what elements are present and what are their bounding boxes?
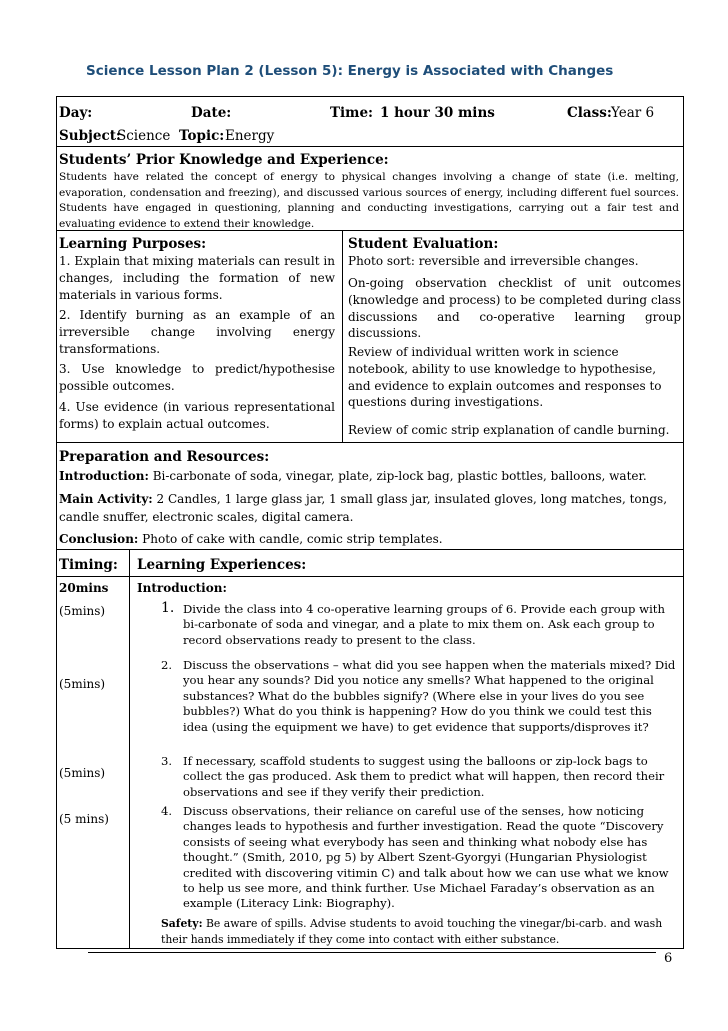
preparation-conclusion <box>59 531 679 548</box>
evaluation-item: Review of individual written work in science notebook, ability to use knowledge to hypothesise, and evidence to explain outcomes and responses to questions during investigations. <box>348 345 662 410</box>
safety-label: Safety: <box>161 917 203 930</box>
evaluation-item: On-going observation checklist of unit outcomes (knowledge and process) to be completed during class discussions and co-operative learning group discussions. <box>348 276 681 341</box>
step-number: 2. <box>161 658 173 672</box>
timing-entry: (5mins) <box>59 604 106 618</box>
time-value: 1 hour 30 mins <box>380 105 495 121</box>
step-text: If necessary, scaffold students to suggest using the balloons or zip-lock bags to collect the gas produced. Ask them to predict what will happen, then record their observations and see if they verify their prediction. <box>183 754 665 799</box>
step-text: Discuss observations, their reliance on careful use of the senses, how noticing changes leads to hypothesis and further investigation. Read the quote “Discovery consists of seeing what everybody has seen and thinking what nobody else has thought.” (Smith, 2010, pg 5) by Albert Szent-Gyorgyi (Hungarian Physiologist credited with discovering vitimin C) and talk about how we can use what we know to help us see more, and think further. Use Michael Faraday’s observation as an example (Literacy Link: Biography). <box>183 804 669 911</box>
subject-value: Science <box>117 128 171 144</box>
step-number: 4. <box>161 804 173 818</box>
step-text: Divide the class into 4 co-operative learning groups of 6. Provide each group with bi-carbonate of soda and vinegar, and a plate to mix them on. Ask each group to record observations ready to present to the class. <box>183 602 665 647</box>
learning-purposes-heading: Learning Purposes: <box>59 236 207 252</box>
preparation-introduction <box>59 468 679 485</box>
step-number: 1. <box>161 600 175 616</box>
topic-value: Energy <box>225 128 275 144</box>
day-label: Day: <box>59 105 93 121</box>
evaluation-item: Review of comic strip explanation of candle burning. <box>348 423 670 437</box>
topic-label: Topic: <box>179 128 225 144</box>
prior-knowledge-section <box>57 147 683 231</box>
subject-label: Subject: <box>59 128 121 144</box>
timing-entry: (5mins) <box>59 766 106 780</box>
step-text: Discuss the observations – what did you see happen when the materials mixed? Did you hear any sounds? Did you notice any smells? What happened to the original substances? What do the bubbles signify? (Where else in your lives do you see bubbles?) What do you think is happening? How do you think we could test this idea (using the equipment we have) to get evidence that supports/disproves it? <box>183 658 676 734</box>
learning-purpose-item: 4. Use evidence (in various representational forms) to explain actual outcomes. <box>59 400 335 431</box>
timing-entry: (5mins) <box>59 677 106 691</box>
total-time: 20mins <box>59 581 109 595</box>
preparation-main-text: 2 Candles, 1 large glass jar, 1 small glass jar, insulated gloves, long matches, tongs, candle snuffer, electronic scales, digital camera. <box>59 492 668 524</box>
header-section <box>57 97 683 147</box>
preparation-conclusion-text: Photo of cake with candle, comic strip templates. <box>142 532 443 546</box>
prior-knowledge-text: Students have related the concept of energy to physical changes involving a change of state (i.e. melting, evaporation, condensation and freezing), and discussed various sources of energy, including different fuel sources. Students have engaged in questioning, planning and conducting investigations, carrying out a fair test and evaluating evidence to extend their knowledge. <box>59 171 679 230</box>
safety-note <box>161 916 679 947</box>
evaluation-item: Photo sort: reversible and irreversible changes. <box>348 254 639 268</box>
student-evaluation-heading: Student Evaluation: <box>348 236 499 252</box>
footer-rule <box>88 952 656 953</box>
step-number: 3. <box>161 754 173 768</box>
preparation-conclusion-label: Conclusion: <box>59 532 139 546</box>
lesson-plan-table <box>56 96 684 949</box>
time-label: Time: <box>330 105 374 121</box>
preparation-section <box>57 443 683 550</box>
date-label: Date: <box>191 105 232 121</box>
page-title: Science Lesson Plan 2 (Lesson 5): Energy is Associated with Changes <box>86 63 614 79</box>
learning-purpose-item: 3. Use knowledge to predict/hypothesise possible outcomes. <box>59 362 335 393</box>
timing-entry: (5 mins) <box>59 812 109 826</box>
preparation-heading: Preparation and Resources: <box>59 449 270 465</box>
learning-purpose-item: 2. Identify burning as an example of an irreversible change involving energy transformations. <box>59 308 335 356</box>
timing-heading: Timing: <box>59 557 118 573</box>
experiences-section <box>57 550 683 948</box>
learning-experiences-heading: Learning Experiences: <box>137 557 307 573</box>
preparation-main-activity <box>59 490 679 526</box>
safety-text: Be aware of spills. Advise students to avoid touching the vinegar/bi-carb. and wash their hands immediately if they come into contact with either substance. <box>161 917 663 946</box>
class-value: Year 6 <box>611 105 655 121</box>
preparation-intro-label: Introduction: <box>59 469 149 483</box>
class-label: Class: <box>567 105 612 121</box>
prior-knowledge-heading: Students’ Prior Knowledge and Experience: <box>59 152 389 168</box>
preparation-main-label: Main Activity: <box>59 492 153 506</box>
introduction-label: Introduction: <box>137 581 227 595</box>
learning-purpose-item: 1. Explain that mixing materials can result in changes, including the formation of new materials in various forms. <box>59 254 335 302</box>
purposes-evaluation-section <box>57 231 683 443</box>
page-number: 6 <box>664 951 673 966</box>
preparation-intro-text: Bi-carbonate of soda, vinegar, plate, zip-lock bag, plastic bottles, balloons, water. <box>152 469 647 483</box>
